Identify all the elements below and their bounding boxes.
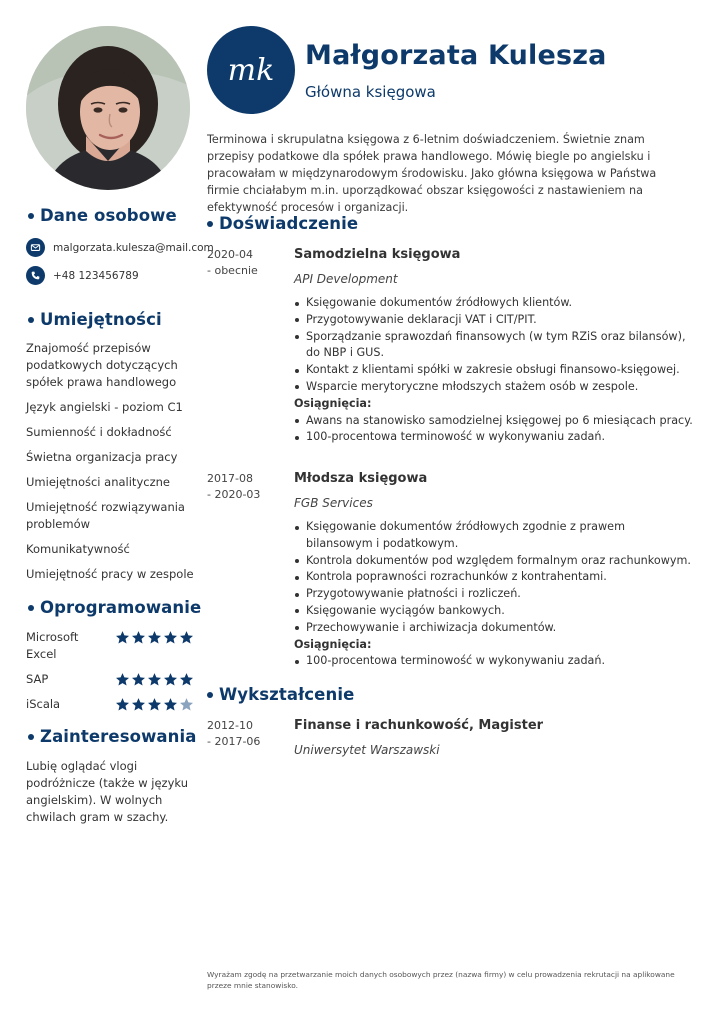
phone-text[interactable]: +48 123456789 xyxy=(53,269,139,282)
section-title-skills: Umiejętności xyxy=(26,310,194,329)
list-item: Przechowywanie i archiwizacja dokumentów. xyxy=(294,620,694,637)
entry-dates: 2012-10 - 2017-06 xyxy=(207,719,261,748)
star-filled-icon xyxy=(163,697,178,712)
section-title-software: Oprogramowanie xyxy=(26,598,194,617)
list-item: Umiejętności analityczne xyxy=(26,475,170,489)
list-item: Język angielski - poziom C1 xyxy=(26,400,183,414)
star-filled-icon xyxy=(163,672,178,687)
email-icon xyxy=(26,238,45,257)
entry-body xyxy=(294,247,694,446)
duties-list xyxy=(294,295,694,396)
contact-email[interactable] xyxy=(26,238,214,257)
degree-title: Finanse i rachunkowość, Magister xyxy=(294,718,544,733)
bullet-dot-icon xyxy=(207,221,213,227)
star-filled-icon xyxy=(147,672,162,687)
rating-stars xyxy=(115,672,194,687)
school-name: Uniwersytet Warszawski xyxy=(294,743,440,757)
software-row xyxy=(26,696,194,713)
software-list xyxy=(26,629,194,713)
list-item: Księgowanie dokumentów źródłowych zgodnie z prawem bilansowym i podatkowym. xyxy=(294,519,694,553)
list-item: Awans na stanowisko samodzielnej księgowej po 6 miesiącach pracy. xyxy=(294,413,694,430)
entry-body xyxy=(294,471,694,670)
software-row xyxy=(26,629,194,663)
skills-list xyxy=(26,340,194,583)
list-item: Świetna organizacja pracy xyxy=(26,450,178,464)
section-title-personal: Dane osobowe xyxy=(26,206,194,225)
profile-photo xyxy=(26,26,190,190)
bullet-dot-icon xyxy=(28,317,34,323)
list-item: Wsparcie merytoryczne młodszych stażem osób w zespole. xyxy=(294,379,694,396)
rating-stars xyxy=(115,697,194,712)
star-filled-icon xyxy=(179,630,194,645)
star-filled-icon xyxy=(163,630,178,645)
star-filled-icon xyxy=(147,697,162,712)
list-item: Przygotowywanie deklaracji VAT i CIT/PIT. xyxy=(294,312,694,329)
entry-dates: 2020-04 - obecnie xyxy=(207,248,258,277)
bullet-dot-icon xyxy=(28,213,34,219)
list-item: Komunikatywność xyxy=(26,542,130,556)
star-filled-icon xyxy=(131,672,146,687)
duties-list xyxy=(294,519,694,637)
software-row xyxy=(26,671,194,688)
list-item: Umiejętność rozwiązywania problemów xyxy=(26,500,185,531)
email-text[interactable]: malgorzata.kulesza@mail.com xyxy=(53,241,214,254)
job-role: Główna księgowa xyxy=(305,83,436,101)
contact-phone[interactable] xyxy=(26,266,194,285)
star-filled-icon xyxy=(115,630,130,645)
company-name: API Development xyxy=(294,272,398,286)
list-item: Sporządzanie sprawozdań finansowych (w tym RZiS oraz bilansów), do NBP i GUS. xyxy=(294,329,694,363)
achievements-label: Osiągnięcia: xyxy=(294,637,372,651)
software-name: Microsoft Excel xyxy=(26,630,79,661)
entry-dates: 2017-08 - 2020-03 xyxy=(207,472,261,501)
rating-stars xyxy=(115,630,194,645)
left-column xyxy=(26,206,214,826)
star-filled-icon xyxy=(131,697,146,712)
achievements-list xyxy=(294,653,694,670)
list-item: 100-procentowa terminowość w wykonywaniu zadań. xyxy=(294,653,694,670)
star-filled-icon xyxy=(131,630,146,645)
list-item: Umiejętność pracy w zespole xyxy=(26,567,194,581)
section-title-education: Wykształcenie xyxy=(205,685,354,704)
list-item: Znajomość przepisów podatkowych dotyczących spółek prawa handlowego xyxy=(26,341,178,389)
list-item: 100-procentowa terminowość w wykonywaniu zadań. xyxy=(294,429,694,446)
list-item: Sumienność i dokładność xyxy=(26,425,172,439)
monogram-badge xyxy=(207,26,295,114)
bullet-dot-icon xyxy=(28,734,34,740)
star-empty-icon xyxy=(179,697,194,712)
bullet-dot-icon xyxy=(207,692,213,698)
section-title-interests: Zainteresowania xyxy=(26,727,194,746)
star-filled-icon xyxy=(115,697,130,712)
monogram-text: mk xyxy=(227,52,275,88)
list-item: Kontrola dokumentów pod względem formalnym oraz rachunkowym. xyxy=(294,553,694,570)
phone-icon xyxy=(26,266,45,285)
list-item: Kontakt z klientami spółki w zakresie obsługi finansowo-księgowej. xyxy=(294,362,694,379)
interests-text: Lubię oglądać vlogi podróżnicze (także w języku angielskim). W wolnych chwilach gram w szachy. xyxy=(26,759,188,824)
section-title-experience: Doświadczenie xyxy=(205,214,358,233)
profile-summary: Terminowa i skrupulatna księgowa z 6-letnim doświadczeniem. Świetnie znam przepisy podatkowe dla spółek prawa handlowego. Mówię biegle po angielsku i pracowałam w międzynarodowym środowisku. Jako główna księgowa w Państwa firmie chciałabym m.in. uporządkować obszar księgowości z nastawieniem na efektywność procesów i organizacji. xyxy=(207,133,657,214)
star-filled-icon xyxy=(179,672,194,687)
company-name: FGB Services xyxy=(294,496,373,510)
achievements-list xyxy=(294,413,694,447)
portrait-image xyxy=(26,26,190,190)
software-name: iScala xyxy=(26,697,61,711)
list-item: Księgowanie dokumentów źródłowych klientów. xyxy=(294,295,694,312)
list-item: Księgowanie wyciągów bankowych. xyxy=(294,603,694,620)
list-item: Kontrola poprawności rozrachunków z kontrahentami. xyxy=(294,569,694,586)
list-item: Przygotowywanie płatności i rozliczeń. xyxy=(294,586,694,603)
star-filled-icon xyxy=(147,630,162,645)
achievements-label: Osiągnięcia: xyxy=(294,396,372,410)
software-name: SAP xyxy=(26,672,49,686)
job-title: Samodzielna księgowa xyxy=(294,247,461,262)
job-title: Młodsza księgowa xyxy=(294,471,428,486)
star-filled-icon xyxy=(115,672,130,687)
full-name: Małgorzata Kulesza xyxy=(305,40,607,71)
gdpr-consent: Wyrażam zgodę na przetwarzanie moich danych osobowych przez (nazwa firmy) w celu prowadzenia rekrutacji na aplikowane przeze mnie stanowisko. xyxy=(207,970,675,990)
entry-body xyxy=(294,718,694,758)
bullet-dot-icon xyxy=(28,605,34,611)
